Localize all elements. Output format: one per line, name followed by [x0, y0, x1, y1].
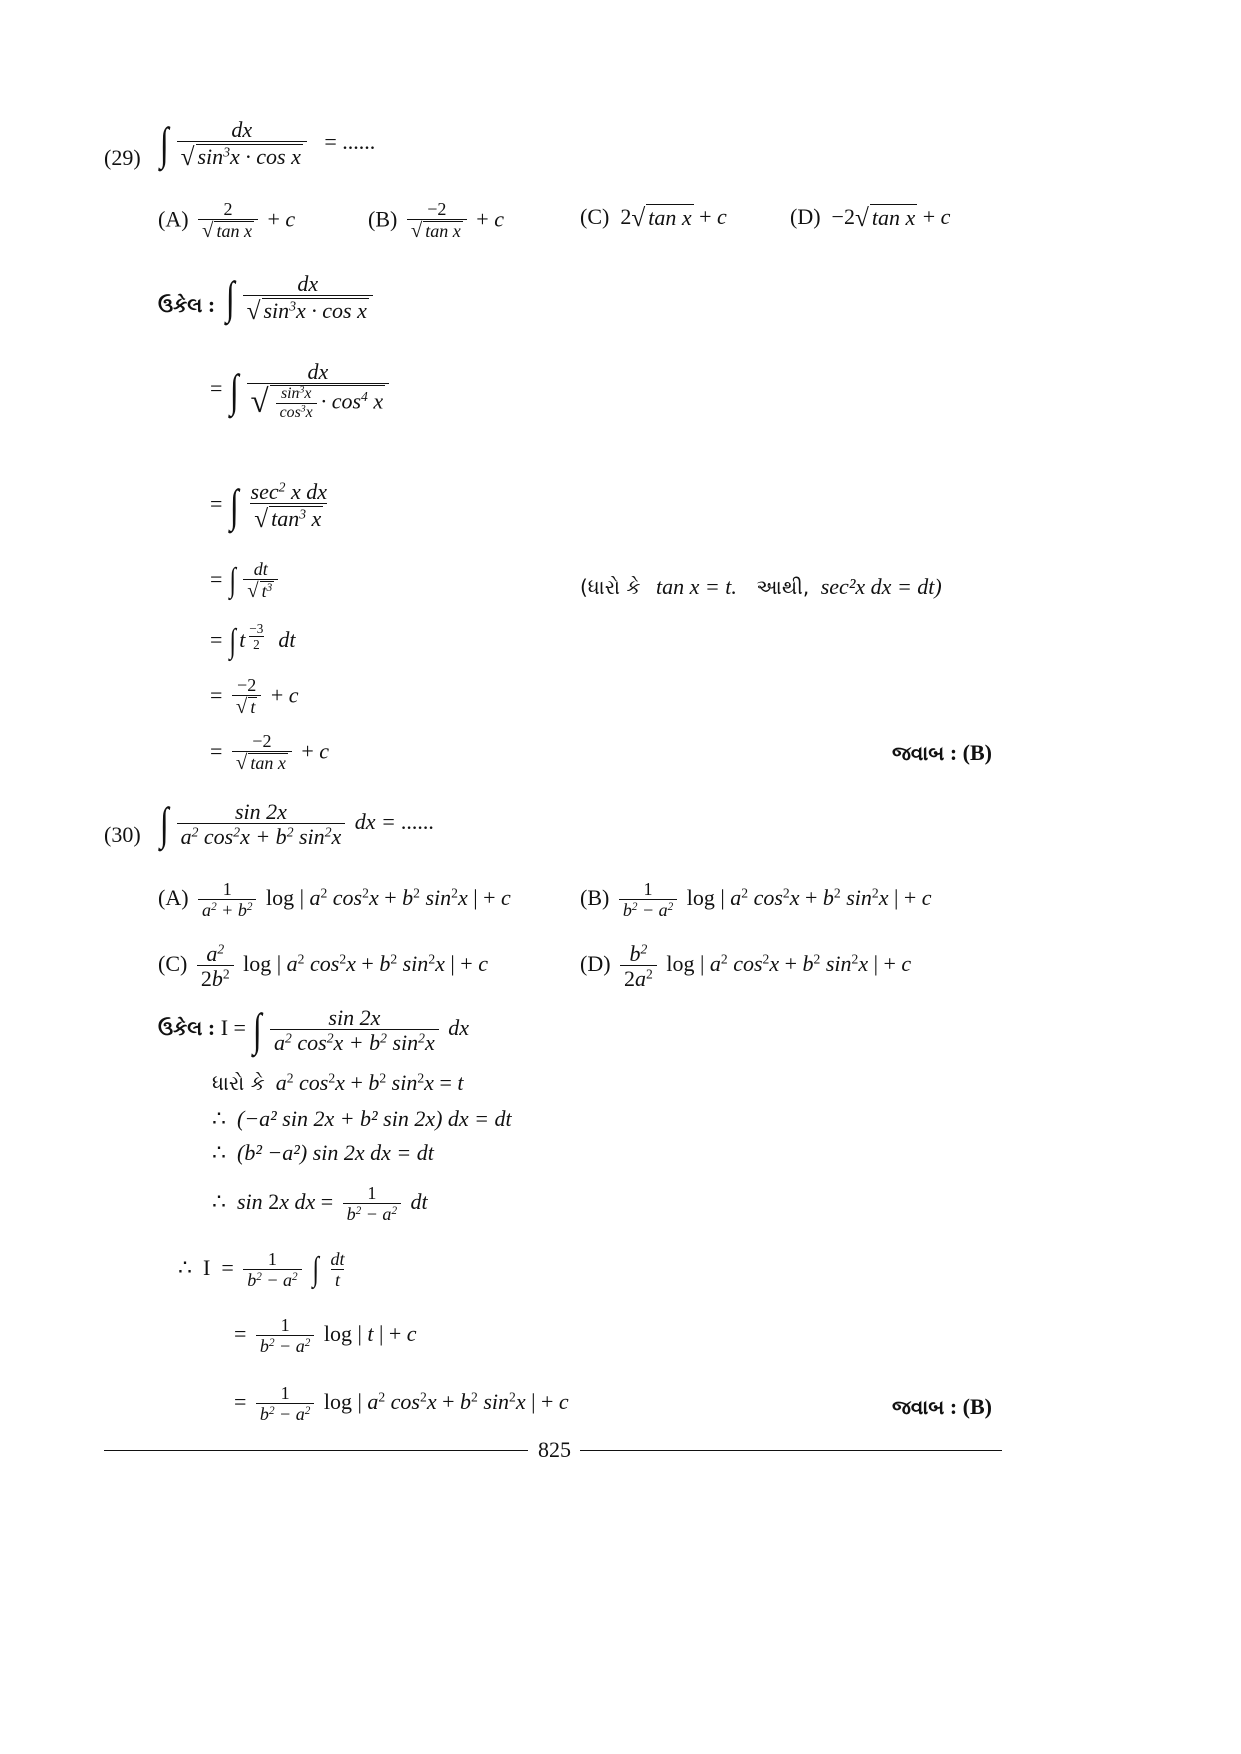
q30-option-a: (A) $\frac{1}{a^2 + b^2}$ log | $a^2$ $\cos^2x + b^2$ $\sin^2x$ | + c [158, 879, 511, 920]
q30-option-d: (D) $\frac{b^2}{2a^2}$ log | $a^2$ $\cos^2x + b^2$ $\sin^2x$ | + c [580, 941, 912, 992]
q29-option-b: (B) −2 √ tan x + c [368, 199, 504, 242]
q30-step-4: ∴ I = $\frac{1}{b^2 - a^2}$ ∫ $\frac{dt}{t}$ [178, 1249, 345, 1290]
q29-step-4: = ∫ dt √ $t^3$ [210, 560, 282, 603]
q29-step-5: = ∫ t $^{\frac{-3}{2}}$ dt [210, 621, 296, 661]
q29-step-3: = ∫ $\sec^2 x$ dx √ $\tan^3 x$ [210, 479, 327, 533]
footer-rule-right [580, 1450, 1002, 1451]
q30-step-2: ∴ (b² −a²) sin 2x dx = dt [212, 1140, 434, 1165]
q29-option-a: (A) 2 √ tan x + c [158, 199, 296, 242]
q30-answer: જવાબ : (B) [892, 1394, 992, 1419]
q29-solution-label: ઉકેલ : [158, 292, 216, 317]
q29-step-2: = ∫ dx √ $\frac{\sin^3x}{\cos^3x}$ · $\cos^4 x$ [210, 360, 393, 421]
q29-substitution-note: (ધારો કે tan x = t. આથી, sec²x dx = dt) [580, 574, 942, 599]
q29-answer: જવાબ : (B) [892, 740, 992, 765]
q29-step-1: ∫ dx √ $\sin^3x \cdot \cos x$ [224, 272, 377, 324]
q29-question: ∫ dx √ $\sin^3x \cdot \cos x$ = ...... [159, 117, 376, 171]
q29-option-d: (D) −2 √ tan x + c [790, 204, 951, 233]
footer-rule-left [104, 1450, 528, 1451]
q30-question: ∫ $\frac{\sin 2x}{a^2 \cos^2x + b^2 \sin^2x}$ dx = ...... [159, 798, 435, 850]
q29-option-c: (C) 2 √ tan x + c [580, 204, 727, 233]
q30-step-1: ∴ (−a² sin 2x + b² sin 2x) dx = dt [212, 1106, 512, 1131]
q30-number: (30) [104, 822, 141, 847]
page-number: 825 [538, 1437, 571, 1462]
q29-step-6: = −2 √ t + c [210, 675, 299, 718]
q30-let: ધારો કે $a^2$ $\cos^2x + b^2$ $\sin^2x = t$ [212, 1070, 464, 1095]
q30-step-5: = $\frac{1}{b^2 - a^2}$ log | t | + c [234, 1315, 417, 1356]
q29-number: (29) [104, 145, 141, 170]
q30-option-c: (C) $\frac{a^2}{2b^2}$ log | $a^2$ $\cos^2x + b^2$ $\sin^2x$ | + c [158, 941, 488, 992]
q30-step-6: = $\frac{1}{b^2 - a^2}$ log | $a^2$ $\cos^2x + b^2$ $\sin^2x$ | + c [234, 1383, 569, 1424]
q30-step-3: ∴ sin 2x dx = $\frac{1}{b^2 - a^2}$ dt [212, 1183, 428, 1224]
q30-option-b: (B) $\frac{1}{b^2 - a^2}$ log | $a^2$ $\cos^2x + b^2$ $\sin^2x$ | + c [580, 879, 932, 920]
q29-step-7: = −2 √ tan x + c [210, 731, 330, 774]
q30-solution-line: ઉકેલ : I = ∫ $\frac{\sin 2x}{a^2 \cos^2x + b^2 \sin^2x}$ dx [158, 1004, 469, 1056]
